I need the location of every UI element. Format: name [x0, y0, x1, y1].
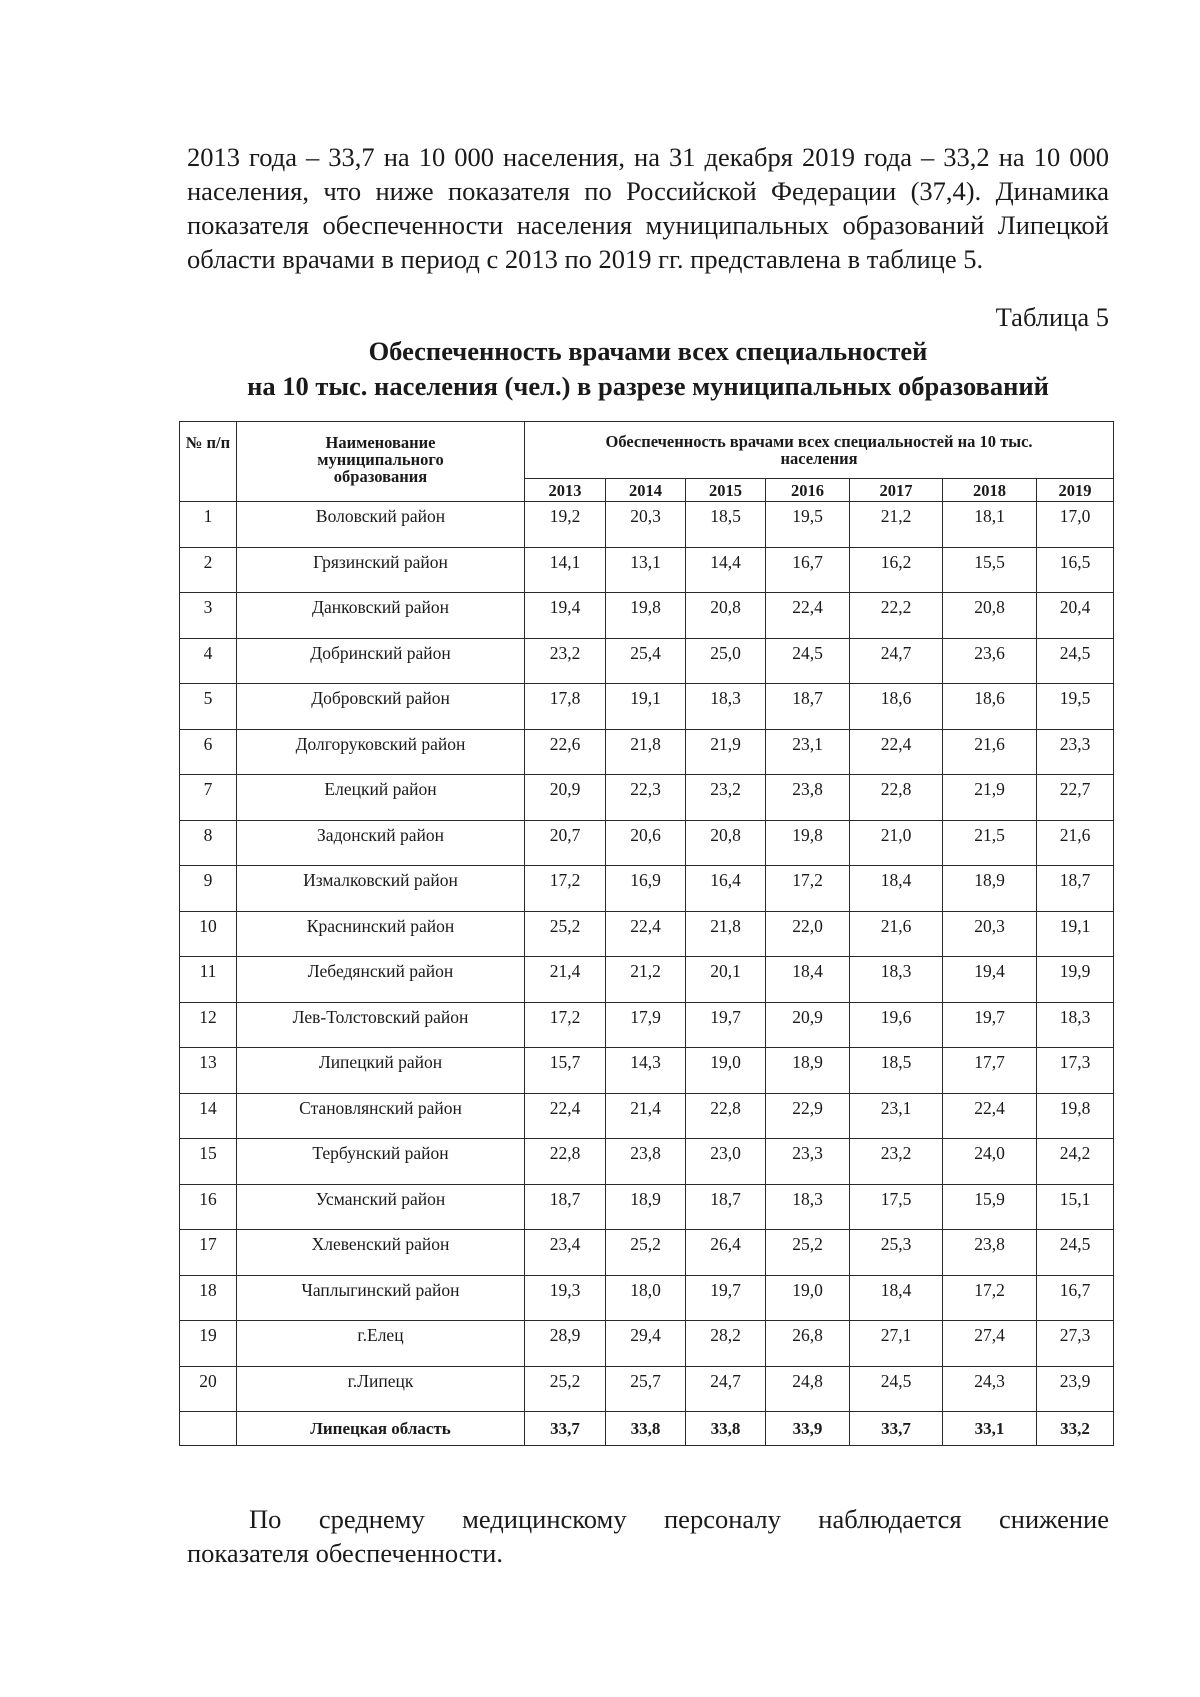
year-header: 2015 — [686, 479, 766, 502]
value-cell: 24,3 — [943, 1366, 1037, 1412]
value-cell: 24,5 — [1037, 638, 1114, 684]
value-cell: 18,3 — [686, 684, 766, 730]
value-cell: 20,9 — [525, 775, 606, 821]
value-cell: 22,2 — [850, 593, 943, 639]
value-cell: 28,2 — [686, 1321, 766, 1367]
value-cell: 22,8 — [850, 775, 943, 821]
municipality-name: Усманский район — [237, 1184, 525, 1230]
value-cell: 19,7 — [686, 1002, 766, 1048]
value-cell: 19,8 — [606, 593, 686, 639]
year-header: 2019 — [1037, 479, 1114, 502]
municipality-name: Лебедянский район — [237, 957, 525, 1003]
value-cell: 22,4 — [850, 729, 943, 775]
value-cell: 33,1 — [943, 1412, 1037, 1446]
value-cell: 24,7 — [686, 1366, 766, 1412]
value-cell: 25,2 — [606, 1230, 686, 1276]
table-row — [180, 775, 1114, 821]
year-header: 2017 — [850, 479, 943, 502]
value-cell: 18,7 — [766, 684, 850, 730]
table-row — [180, 638, 1114, 684]
table-row — [180, 1002, 1114, 1048]
municipality-name: Грязинский район — [237, 547, 525, 593]
value-cell: 18,3 — [1037, 1002, 1114, 1048]
value-cell: 17,3 — [1037, 1048, 1114, 1094]
value-cell: 25,2 — [766, 1230, 850, 1276]
value-cell: 24,5 — [766, 638, 850, 684]
value-cell: 19,4 — [943, 957, 1037, 1003]
col-header-num: № п/п — [180, 422, 237, 502]
year-header: 2013 — [525, 479, 606, 502]
value-cell: 25,2 — [525, 1366, 606, 1412]
table-row — [180, 729, 1114, 775]
value-cell: 22,9 — [766, 1093, 850, 1139]
value-cell: 16,5 — [1037, 547, 1114, 593]
value-cell: 22,4 — [606, 911, 686, 957]
row-number — [180, 1412, 237, 1446]
table-row — [180, 593, 1114, 639]
value-cell: 23,0 — [686, 1139, 766, 1185]
value-cell: 15,7 — [525, 1048, 606, 1094]
table-row — [180, 820, 1114, 866]
municipality-name: Добровский район — [237, 684, 525, 730]
table-row — [180, 1366, 1114, 1412]
value-cell: 20,8 — [686, 820, 766, 866]
col-header-group: Обеспеченность врачами всех специальностей на 10 тыс. населения — [525, 422, 1114, 479]
row-number: 11 — [180, 957, 237, 1003]
value-cell: 26,4 — [686, 1230, 766, 1276]
row-number: 9 — [180, 866, 237, 912]
year-header: 2014 — [606, 479, 686, 502]
value-cell: 16,9 — [606, 866, 686, 912]
value-cell: 19,7 — [943, 1002, 1037, 1048]
row-number: 10 — [180, 911, 237, 957]
value-cell: 21,8 — [686, 911, 766, 957]
table-row — [180, 547, 1114, 593]
value-cell: 28,9 — [525, 1321, 606, 1367]
value-cell: 17,2 — [766, 866, 850, 912]
value-cell: 18,9 — [943, 866, 1037, 912]
value-cell: 24,5 — [1037, 1230, 1114, 1276]
value-cell: 19,1 — [606, 684, 686, 730]
municipality-name: Елецкий район — [237, 775, 525, 821]
value-cell: 20,9 — [766, 1002, 850, 1048]
municipality-name: Липецкий район — [237, 1048, 525, 1094]
row-number: 2 — [180, 547, 237, 593]
value-cell: 21,2 — [850, 502, 943, 548]
row-number: 5 — [180, 684, 237, 730]
value-cell: 21,4 — [525, 957, 606, 1003]
row-number: 19 — [180, 1321, 237, 1367]
value-cell: 22,4 — [525, 1093, 606, 1139]
municipality-name: Становлянский район — [237, 1093, 525, 1139]
value-cell: 23,1 — [850, 1093, 943, 1139]
year-header: 2016 — [766, 479, 850, 502]
value-cell: 18,0 — [606, 1275, 686, 1321]
value-cell: 18,9 — [766, 1048, 850, 1094]
value-cell: 20,8 — [943, 593, 1037, 639]
value-cell: 21,4 — [606, 1093, 686, 1139]
value-cell: 17,9 — [606, 1002, 686, 1048]
value-cell: 18,6 — [850, 684, 943, 730]
table-row — [180, 1230, 1114, 1276]
outro-line2: показателя обеспеченности. — [187, 1538, 503, 1568]
municipality-name: Воловский район — [237, 502, 525, 548]
value-cell: 22,7 — [1037, 775, 1114, 821]
value-cell: 19,0 — [766, 1275, 850, 1321]
value-cell: 18,4 — [850, 1275, 943, 1321]
value-cell: 20,7 — [525, 820, 606, 866]
value-cell: 25,2 — [525, 911, 606, 957]
value-cell: 19,5 — [766, 502, 850, 548]
row-number: 7 — [180, 775, 237, 821]
value-cell: 33,2 — [1037, 1412, 1114, 1446]
value-cell: 20,3 — [606, 502, 686, 548]
row-number: 4 — [180, 638, 237, 684]
value-cell: 18,4 — [850, 866, 943, 912]
row-number: 12 — [180, 1002, 237, 1048]
value-cell: 14,4 — [686, 547, 766, 593]
value-cell: 23,2 — [525, 638, 606, 684]
value-cell: 17,2 — [525, 1002, 606, 1048]
value-cell: 23,3 — [766, 1139, 850, 1185]
value-cell: 17,7 — [943, 1048, 1037, 1094]
value-cell: 23,4 — [525, 1230, 606, 1276]
value-cell: 27,1 — [850, 1321, 943, 1367]
value-cell: 19,7 — [686, 1275, 766, 1321]
value-cell: 19,2 — [525, 502, 606, 548]
value-cell: 19,8 — [1037, 1093, 1114, 1139]
value-cell: 22,0 — [766, 911, 850, 957]
value-cell: 24,2 — [1037, 1139, 1114, 1185]
value-cell: 25,4 — [606, 638, 686, 684]
municipality-name: Тербунский район — [237, 1139, 525, 1185]
value-cell: 33,9 — [766, 1412, 850, 1446]
municipality-name: г.Елец — [237, 1321, 525, 1367]
value-cell: 22,8 — [686, 1093, 766, 1139]
value-cell: 26,8 — [766, 1321, 850, 1367]
municipality-name: Измалковский район — [237, 866, 525, 912]
table-row — [180, 957, 1114, 1003]
table-title — [187, 334, 1109, 404]
value-cell: 21,6 — [943, 729, 1037, 775]
value-cell: 23,9 — [1037, 1366, 1114, 1412]
table-row — [180, 1321, 1114, 1367]
value-cell: 23,8 — [766, 775, 850, 821]
value-cell: 33,7 — [850, 1412, 943, 1446]
value-cell: 17,5 — [850, 1184, 943, 1230]
value-cell: 24,5 — [850, 1366, 943, 1412]
value-cell: 23,8 — [606, 1139, 686, 1185]
value-cell: 16,4 — [686, 866, 766, 912]
value-cell: 13,1 — [606, 547, 686, 593]
value-cell: 17,0 — [1037, 502, 1114, 548]
row-number: 17 — [180, 1230, 237, 1276]
value-cell: 16,7 — [766, 547, 850, 593]
value-cell: 23,2 — [850, 1139, 943, 1185]
value-cell: 21,2 — [606, 957, 686, 1003]
row-number: 16 — [180, 1184, 237, 1230]
value-cell: 17,2 — [943, 1275, 1037, 1321]
value-cell: 19,5 — [1037, 684, 1114, 730]
outro-line1 — [187, 1502, 1109, 1536]
row-number: 3 — [180, 593, 237, 639]
value-cell: 18,3 — [766, 1184, 850, 1230]
row-number: 8 — [180, 820, 237, 866]
year-header: 2018 — [943, 479, 1037, 502]
value-cell: 22,4 — [766, 593, 850, 639]
value-cell: 16,2 — [850, 547, 943, 593]
municipality-name: Задонский район — [237, 820, 525, 866]
value-cell: 14,1 — [525, 547, 606, 593]
value-cell: 20,3 — [943, 911, 1037, 957]
table-row — [180, 684, 1114, 730]
table-total-row — [180, 1412, 1114, 1446]
value-cell: 18,6 — [943, 684, 1037, 730]
table-row — [180, 1275, 1114, 1321]
municipality-name: Лев-Толстовский район — [237, 1002, 525, 1048]
value-cell: 20,8 — [686, 593, 766, 639]
value-cell: 24,7 — [850, 638, 943, 684]
table-row — [180, 866, 1114, 912]
table-title-line1: Обеспеченность врачами всех специальностей — [368, 336, 928, 366]
value-cell: 18,7 — [1037, 866, 1114, 912]
municipality-name: Хлевенский район — [237, 1230, 525, 1276]
value-cell: 19,9 — [1037, 957, 1114, 1003]
outro-line1-text: По среднему медицинскому персоналу наблюдается снижение — [249, 1504, 1109, 1534]
value-cell: 20,1 — [686, 957, 766, 1003]
row-number: 20 — [180, 1366, 237, 1412]
value-cell: 29,4 — [606, 1321, 686, 1367]
value-cell: 22,8 — [525, 1139, 606, 1185]
municipality-name: Долгоруковский район — [237, 729, 525, 775]
value-cell: 21,5 — [943, 820, 1037, 866]
value-cell: 25,7 — [606, 1366, 686, 1412]
value-cell: 20,6 — [606, 820, 686, 866]
municipality-name: Липецкая область — [237, 1412, 525, 1446]
value-cell: 18,5 — [686, 502, 766, 548]
value-cell: 25,0 — [686, 638, 766, 684]
municipality-name: Данковский район — [237, 593, 525, 639]
value-cell: 23,3 — [1037, 729, 1114, 775]
value-cell: 18,9 — [606, 1184, 686, 1230]
table-row — [180, 1093, 1114, 1139]
value-cell: 21,0 — [850, 820, 943, 866]
value-cell: 23,1 — [766, 729, 850, 775]
municipality-name: г.Липецк — [237, 1366, 525, 1412]
intro-paragraph: 2013 года – 33,7 на 10 000 населения, на 31 декабря 2019 года – 33,2 на 10 000 населения, что ниже показателя по Российской Федерации (37,4). Динамика показателя обеспеченности населения муниципальных образований Липецкой области врачами в период с 2013 по 2019 гг. представлена в таблице 5. — [187, 142, 1109, 274]
value-cell: 18,5 — [850, 1048, 943, 1094]
value-cell: 17,8 — [525, 684, 606, 730]
table-body — [180, 502, 1114, 1446]
value-cell: 18,7 — [525, 1184, 606, 1230]
value-cell: 19,4 — [525, 593, 606, 639]
table-title-line2: на 10 тыс. населения (чел.) в разрезе муниципальных образований — [247, 371, 1049, 401]
value-cell: 15,1 — [1037, 1184, 1114, 1230]
row-number: 6 — [180, 729, 237, 775]
table-row — [180, 1139, 1114, 1185]
value-cell: 22,6 — [525, 729, 606, 775]
row-number: 1 — [180, 502, 237, 548]
value-cell: 18,7 — [686, 1184, 766, 1230]
value-cell: 17,2 — [525, 866, 606, 912]
value-cell: 18,3 — [850, 957, 943, 1003]
col-header-name: Наименование муниципального образования — [237, 422, 525, 502]
value-cell: 21,6 — [1037, 820, 1114, 866]
value-cell: 15,9 — [943, 1184, 1037, 1230]
value-cell: 24,0 — [943, 1139, 1037, 1185]
municipality-name: Добринский район — [237, 638, 525, 684]
value-cell: 19,1 — [1037, 911, 1114, 957]
value-cell: 18,1 — [943, 502, 1037, 548]
value-cell: 20,4 — [1037, 593, 1114, 639]
value-cell: 27,3 — [1037, 1321, 1114, 1367]
value-cell: 24,8 — [766, 1366, 850, 1412]
value-cell: 23,2 — [686, 775, 766, 821]
row-number: 13 — [180, 1048, 237, 1094]
outro-paragraph — [187, 1502, 1109, 1570]
value-cell: 14,3 — [606, 1048, 686, 1094]
value-cell: 21,9 — [943, 775, 1037, 821]
row-number: 15 — [180, 1139, 237, 1185]
table-row — [180, 911, 1114, 957]
value-cell: 33,8 — [606, 1412, 686, 1446]
value-cell: 21,9 — [686, 729, 766, 775]
value-cell: 18,4 — [766, 957, 850, 1003]
value-cell: 19,8 — [766, 820, 850, 866]
value-cell: 25,3 — [850, 1230, 943, 1276]
value-cell: 23,6 — [943, 638, 1037, 684]
value-cell: 23,8 — [943, 1230, 1037, 1276]
doctors-table — [179, 421, 1114, 1446]
value-cell: 21,8 — [606, 729, 686, 775]
row-number: 14 — [180, 1093, 237, 1139]
table-row — [180, 1184, 1114, 1230]
value-cell: 22,4 — [943, 1093, 1037, 1139]
value-cell: 15,5 — [943, 547, 1037, 593]
value-cell: 19,6 — [850, 1002, 943, 1048]
table-row — [180, 502, 1114, 548]
value-cell: 19,0 — [686, 1048, 766, 1094]
value-cell: 16,7 — [1037, 1275, 1114, 1321]
row-number: 18 — [180, 1275, 237, 1321]
table-row — [180, 1048, 1114, 1094]
value-cell: 21,6 — [850, 911, 943, 957]
municipality-name: Чаплыгинский район — [237, 1275, 525, 1321]
municipality-name: Краснинский район — [237, 911, 525, 957]
value-cell: 33,8 — [686, 1412, 766, 1446]
value-cell: 27,4 — [943, 1321, 1037, 1367]
table-label: Таблица 5 — [995, 302, 1109, 332]
value-cell: 19,3 — [525, 1275, 606, 1321]
value-cell: 33,7 — [525, 1412, 606, 1446]
value-cell: 22,3 — [606, 775, 686, 821]
